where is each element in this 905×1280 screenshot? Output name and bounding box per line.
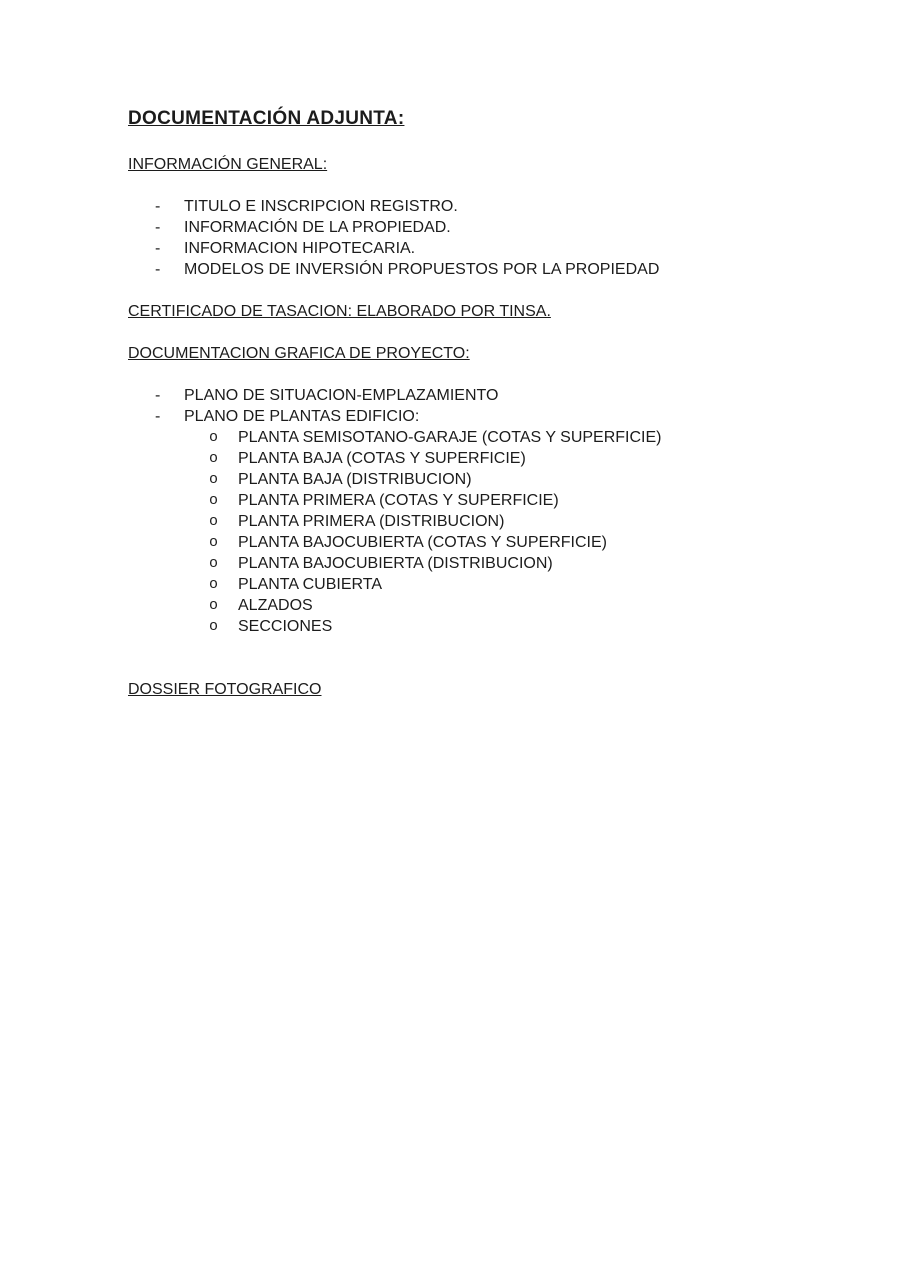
circle-bullet: o (209, 471, 219, 488)
list-item (128, 259, 825, 280)
circle-bullet: o (209, 534, 219, 551)
list-item (128, 238, 825, 259)
list-item-text: PLANO DE PLANTAS EDIFICIO: (184, 408, 420, 425)
list-item-text: INFORMACIÓN DE LA PROPIEDAD. (184, 219, 451, 236)
circle-bullet: o (209, 576, 219, 593)
circle-bullet: o (209, 618, 219, 635)
list-item (128, 448, 825, 469)
circle-bullet: o (209, 513, 219, 530)
list-item (128, 574, 825, 595)
list-item (128, 532, 825, 553)
list-item (128, 385, 825, 406)
list-item (128, 595, 825, 616)
plantas-sublist (128, 427, 825, 637)
list-item-text: PLANTA BAJA (COTAS Y SUPERFICIE) (238, 450, 526, 467)
dash-bullet: - (155, 240, 161, 257)
list-item (128, 490, 825, 511)
list-item (128, 553, 825, 574)
list-item (128, 469, 825, 490)
list-item (128, 196, 825, 217)
section-heading-certificado-tasacion: CERTIFICADO DE TASACION: ELABORADO POR TINSA. (128, 303, 551, 320)
list-item-text: PLANTA PRIMERA (COTAS Y SUPERFICIE) (238, 492, 559, 509)
section-heading-informacion-general: INFORMACIÓN GENERAL: (128, 156, 328, 173)
list-item-text: SECCIONES (238, 618, 333, 635)
list-item (128, 217, 825, 238)
page-title: DOCUMENTACIÓN ADJUNTA: (128, 108, 405, 129)
circle-bullet: o (209, 555, 219, 572)
grafica-list (128, 385, 825, 427)
dash-bullet: - (155, 261, 161, 278)
list-item-text: TITULO E INSCRIPCION REGISTRO. (184, 198, 458, 215)
list-item-text: PLANTA CUBIERTA (238, 576, 383, 593)
list-item (128, 616, 825, 637)
general-info-list (128, 196, 825, 280)
list-item (128, 406, 825, 427)
circle-bullet: o (209, 450, 219, 467)
list-item-text: PLANTA SEMISOTANO-GARAJE (COTAS Y SUPERFICIE) (238, 429, 662, 446)
dash-bullet: - (155, 387, 161, 404)
circle-bullet: o (209, 597, 219, 614)
list-item-text: PLANTA BAJOCUBIERTA (DISTRIBUCION) (238, 555, 553, 572)
list-item-text: MODELOS DE INVERSIÓN PROPUESTOS POR LA PROPIEDAD (184, 261, 660, 278)
section-heading-documentacion-grafica: DOCUMENTACION GRAFICA DE PROYECTO: (128, 345, 470, 362)
dash-bullet: - (155, 198, 161, 215)
list-item (128, 427, 825, 448)
dash-bullet: - (155, 408, 161, 425)
list-item (128, 511, 825, 532)
list-item-text: INFORMACION HIPOTECARIA. (184, 240, 416, 257)
list-item-text: PLANTA PRIMERA (DISTRIBUCION) (238, 513, 505, 530)
list-item-text: PLANTA BAJOCUBIERTA (COTAS Y SUPERFICIE) (238, 534, 607, 551)
circle-bullet: o (209, 429, 219, 446)
list-item-text: PLANTA BAJA (DISTRIBUCION) (238, 471, 472, 488)
dash-bullet: - (155, 219, 161, 236)
section-heading-dossier-fotografico: DOSSIER FOTOGRAFICO (128, 681, 322, 698)
list-item-text: PLANO DE SITUACION-EMPLAZAMIENTO (184, 387, 499, 404)
circle-bullet: o (209, 492, 219, 509)
list-item-text: ALZADOS (238, 597, 313, 614)
